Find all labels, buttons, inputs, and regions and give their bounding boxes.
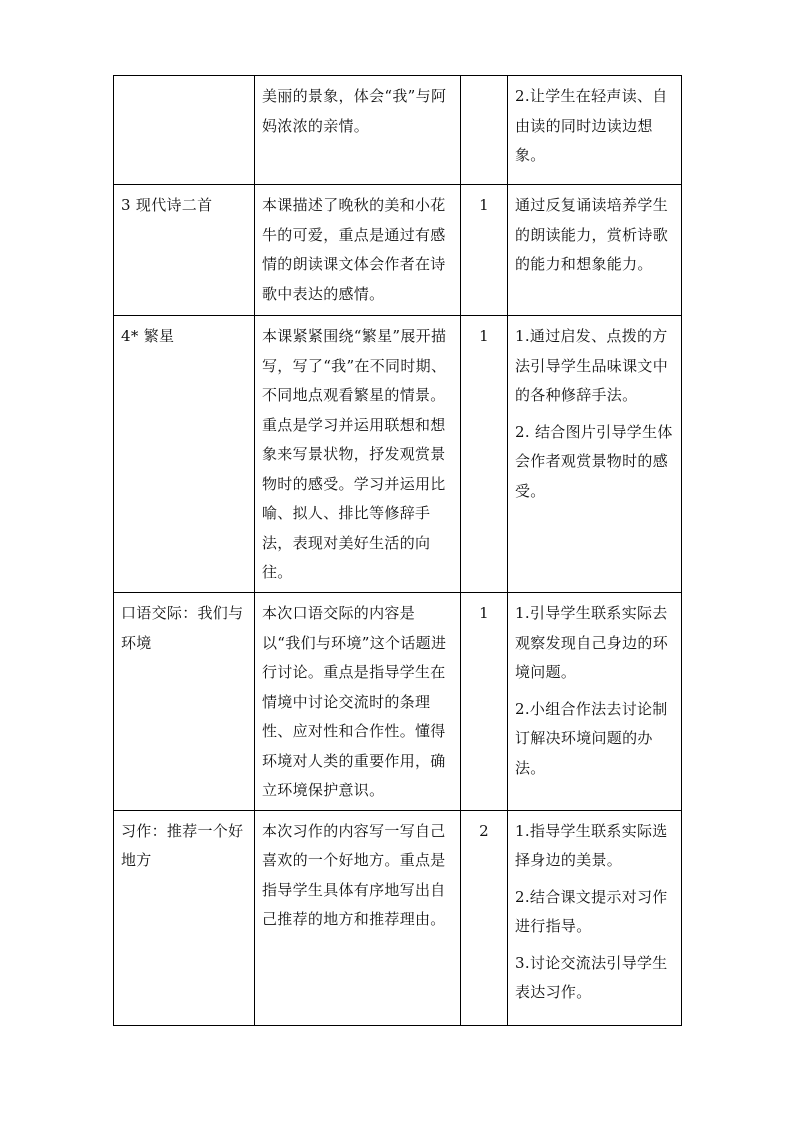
lesson-cell: 习作：推荐一个好地方 xyxy=(114,810,255,1025)
method-item: 通过反复诵读培养学生的朗读能力，赏析诗歌的能力和想象能力。 xyxy=(515,196,669,273)
table-row xyxy=(114,185,682,316)
method-cell xyxy=(508,810,682,1025)
hours-cell: 1 xyxy=(461,316,508,593)
table-row xyxy=(114,316,682,593)
content-cell: 本次口语交际的内容是以“我们与环境”这个话题进行讨论。重点是指导学生在情境中讨论交流时的条理性、应对性和合作性。懂得环境对人类的重要作用，确立环境保护意识。 xyxy=(255,593,461,811)
table-row xyxy=(114,76,682,185)
hours-cell: 2 xyxy=(461,810,508,1025)
method-item: 2. 结合图片引导学生体会作者观赏景物时的感受。 xyxy=(515,422,673,500)
method-item: 3.讨论交流法引导学生表达习作。 xyxy=(515,953,668,1001)
hours-cell: 1 xyxy=(461,593,508,811)
lesson-cell: 口语交际：我们与环境 xyxy=(114,593,255,811)
table-row xyxy=(114,593,682,811)
lesson-plan-table xyxy=(113,75,682,1026)
method-item: 1.指导学生联系实际选择身边的美景。 xyxy=(515,821,668,869)
content-cell: 本次习作的内容写一写自己喜欢的一个好地方。重点是指导学生具体有序地写出自己推荐的地方和推荐理由。 xyxy=(255,810,461,1025)
method-item: 2.小组合作法去讨论制订解决环境问题的办法。 xyxy=(515,699,668,777)
table-row xyxy=(114,810,682,1025)
method-item: 2.让学生在轻声读、自由读的同时边读边想象。 xyxy=(515,87,668,164)
method-cell xyxy=(508,316,682,593)
method-cell xyxy=(508,185,682,316)
hours-cell xyxy=(461,76,508,185)
lesson-cell: 3 现代诗二首 xyxy=(114,185,255,316)
content-cell: 本课紧紧围绕“繁星”展开描写，写了“我”在不同时期、不同地点观看繁星的情景。重点是学习并运用联想和想象来写景状物，抒发观赏景物时的感受。学习并运用比喻、拟人、排比等修辞手法，表现对美好生活的向往。 xyxy=(255,316,461,593)
method-item: 1.引导学生联系实际去观察发现自己身边的环境问题。 xyxy=(515,604,669,681)
content-cell: 本课描述了晚秋的美和小花牛的可爱，重点是通过有感情的朗读课文体会作者在诗歌中表达的感情。 xyxy=(255,185,461,316)
method-item: 2.结合课文提示对习作进行指导。 xyxy=(515,887,668,935)
method-cell xyxy=(508,76,682,185)
content-cell: 美丽的景象，体会“我”与阿妈浓浓的亲情。 xyxy=(255,76,461,185)
method-cell xyxy=(508,593,682,811)
lesson-cell: 4* 繁星 xyxy=(114,316,255,593)
lesson-cell xyxy=(114,76,255,185)
method-item: 1.通过启发、点拨的方法引导学生品味课文中的各种修辞手法。 xyxy=(515,327,669,404)
hours-cell: 1 xyxy=(461,185,508,316)
